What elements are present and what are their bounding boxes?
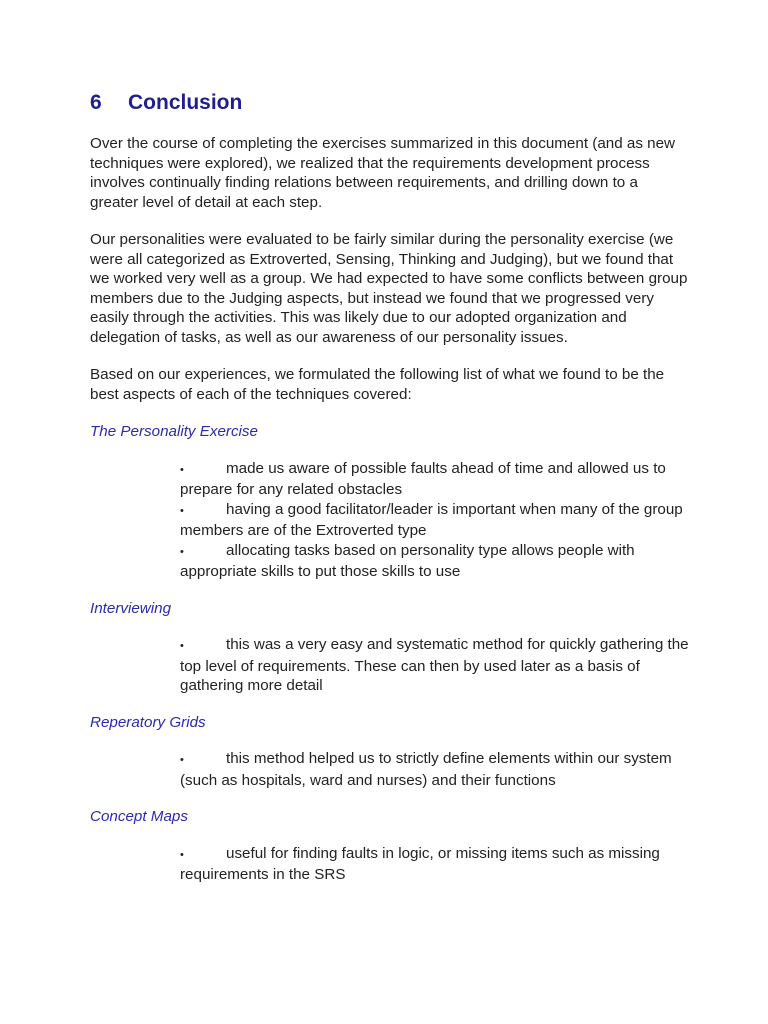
- technique-personality-exercise: [90, 422, 690, 582]
- technique-concept-maps: [90, 807, 690, 885]
- bullet-list: [180, 749, 690, 790]
- paragraph-experiences: Based on our experiences, we formulated the following list of what we found to be the best aspects of each of the techniques covered:: [90, 366, 665, 403]
- paragraph-intro: Over the course of completing the exercises summarized in this document (and as new techniques were explored), we realized that the requirements development process involves continually finding relations between requirements, and drilling down to a greater level of detail at each step.: [90, 135, 675, 211]
- list-item-text: this was a very easy and systematic method for quickly gathering the top level of requirements. These can then by used later as a basis of gathering more detail: [180, 636, 689, 694]
- bullet-icon: •: [180, 754, 184, 766]
- list-item-text: having a good facilitator/leader is important when many of the group members are of the Extroverted type: [180, 500, 683, 539]
- bullet-icon: •: [180, 504, 184, 517]
- technique-reperatory-grids: [90, 713, 690, 791]
- bullet-icon: •: [180, 463, 184, 476]
- list-item: [180, 541, 690, 582]
- list-item: [180, 500, 690, 541]
- technique-title: Interviewing: [90, 599, 172, 617]
- list-item-text: made us aware of possible faults ahead of time and allowed us to prepare for any related obstacles: [180, 459, 666, 498]
- technique-interviewing: [90, 599, 690, 696]
- section-title: Conclusion: [128, 91, 243, 114]
- technique-title: Reperatory Grids: [90, 713, 206, 731]
- section-heading: [90, 88, 690, 118]
- bullet-icon: •: [180, 640, 184, 652]
- bullet-list: [180, 635, 690, 696]
- bullet-icon: •: [180, 545, 184, 558]
- list-item-text: this method helped us to strictly define elements within our system (such as hospitals, ward and nurses) and their functions: [180, 750, 672, 789]
- list-item: [180, 844, 690, 885]
- bullet-list: [180, 459, 690, 582]
- list-item-text: allocating tasks based on personality type allows people with appropriate skills to put those skills to use: [180, 541, 635, 580]
- technique-title: Concept Maps: [90, 808, 188, 825]
- technique-title: The Personality Exercise: [90, 423, 258, 440]
- list-item: [180, 635, 690, 696]
- bullet-list: [180, 844, 690, 885]
- paragraph-personalities: Our personalities were evaluated to be fairly similar during the personality exercise (we were all categorized as Extroverted, Sensing, Thinking and Judging), but we found that we worked very well as a group. We had expected to have some conflicts between group members due to the Judging aspects, but instead we found that we progressed very easily through the activities. This was likely due to our adopted organization and delegation of tasks, as well as our awareness of our personality issues.: [90, 231, 688, 346]
- document-page: [90, 88, 690, 902]
- bullet-icon: •: [180, 848, 184, 861]
- list-item: [180, 749, 690, 790]
- section-number: 6: [90, 91, 102, 114]
- list-item: [180, 459, 690, 500]
- list-item-text: useful for finding faults in logic, or missing items such as missing requirements in the SRS: [180, 844, 660, 883]
